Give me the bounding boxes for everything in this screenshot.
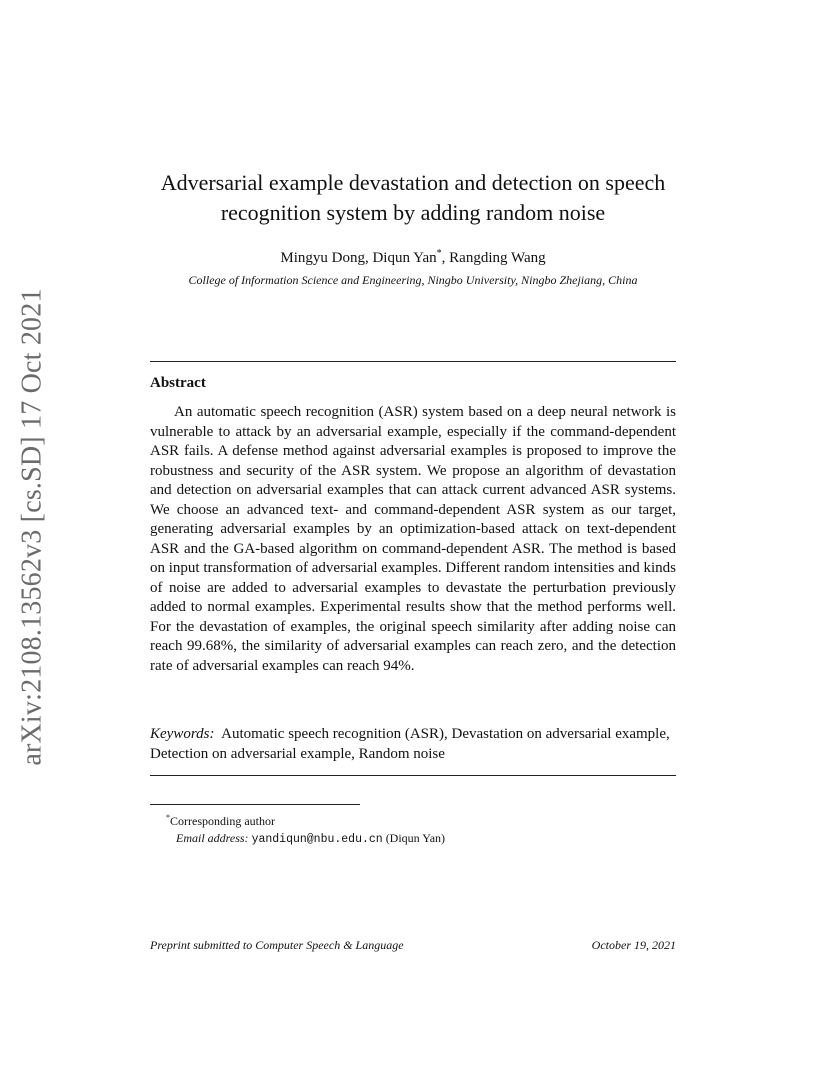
abstract-bottom-rule — [150, 775, 676, 776]
author-list — [150, 244, 676, 268]
footnote-email-line — [166, 830, 445, 848]
arxiv-identifier: arXiv:2108.13562v3 [cs.SD] 17 Oct 2021 — [17, 287, 49, 766]
keywords-section — [150, 725, 676, 764]
keywords-label: Keywords: — [150, 726, 215, 742]
author-names-secondary: , Rangding Wang — [441, 250, 546, 266]
corresponding-author-mark: * — [436, 248, 442, 259]
author-names-primary: Mingyu Dong, Diqun Yan — [280, 250, 437, 266]
email-address: yandiqun@nbu.edu.cn — [251, 833, 383, 846]
footnote-rule — [150, 804, 360, 805]
preprint-notice: Preprint submitted to Computer Speech & Language — [150, 938, 404, 952]
footnote-mark: * — [166, 813, 170, 822]
paper-title: Adversarial example devastation and detection on speech recognition system by adding random noise — [160, 170, 666, 225]
footnote — [166, 809, 445, 848]
preprint-date: October 19, 2021 — [591, 938, 676, 952]
author-affiliation: College of Information Science and Engineering, Ningbo University, Ningbo Zhejiang, China — [188, 273, 638, 287]
abstract-top-rule — [150, 361, 676, 362]
footnote-corresponding-line — [166, 809, 445, 830]
email-owner: (Diqun Yan) — [385, 831, 446, 845]
arxiv-sidebar-stamp — [2, 287, 64, 766]
keywords-text: Automatic speech recognition (ASR), Devastation on adversarial example, Detection on adversarial example, Random noise — [150, 726, 670, 762]
abstract-heading: Abstract — [150, 375, 206, 391]
email-label: Email address: — [176, 831, 249, 845]
abstract-body: An automatic speech recognition (ASR) system based on a deep neural network is vulnerable to attack by an adversarial example, especially if the command-dependent ASR fails. A defense method against adversarial examples is proposed to improve the robustness and security of the ASR system. We propose an algorithm of devastation and detection on adversarial examples that can attack current advanced ASR systems. We choose an advanced text- and command-dependent ASR system as our target, generating adversarial examples by an optimization-based attack on text-dependent ASR and the GA-based algorithm on command-dependent ASR. The method is based on input transformation of adversarial examples. Different random intensities and kinds of noise are added to adversarial examples to devastate the perturbation previously added to normal examples. Experimental results show that the method performs well. For the devastation of examples, the original speech similarity after adding noise can reach 99.68%, the similarity of adversarial examples can reach zero, and the detection rate of adversarial examples can reach 94%. — [150, 404, 676, 674]
footnote-corresponding-text: Corresponding author — [170, 814, 275, 828]
